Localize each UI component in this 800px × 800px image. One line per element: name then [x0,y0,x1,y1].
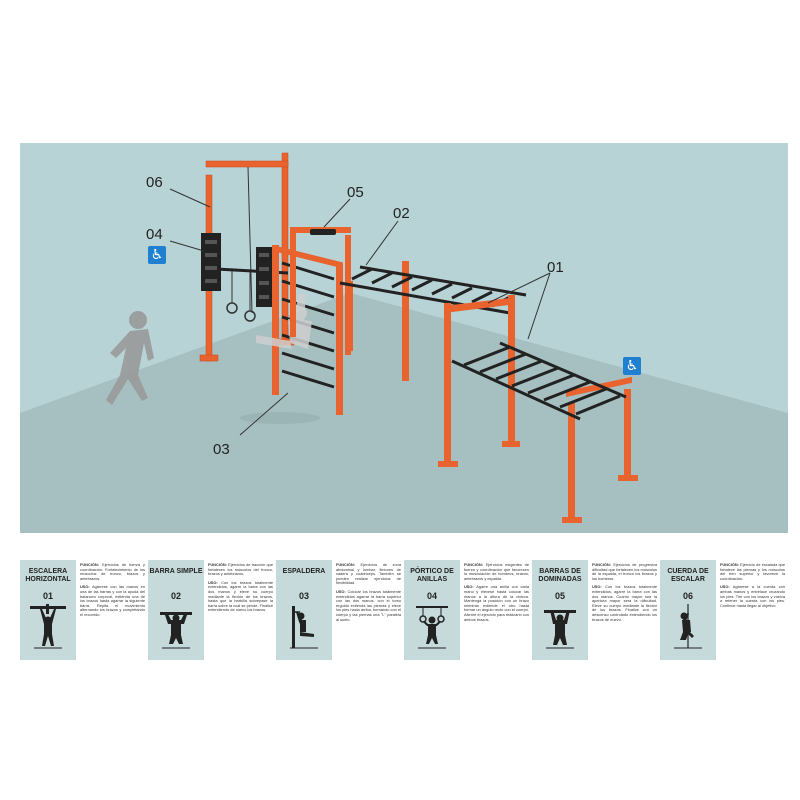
exercise-number: 06 [682,591,693,601]
vertical-ladder [201,233,221,291]
exercise-description: FUNCIÓN: Ejercicios exigentes de fuerza y coordinación que favorecen la musculación de hombros, brazos, antebrazos y espalda. USO: Agarre una anilla con cada mano y elévese hasta colocar las manos a la altura de la cintura. Mantenga la posición con un brazo mientras extiende el otro hasta formar un ángulo recto con el cuerpo. Alterne el ejercicio para realizarlo con ambos brazos. [460,560,532,660]
legend-card-06 [660,560,788,660]
exercise-name: BARRA SIMPLE [149,568,203,575]
exercise-name: ESPALDERA [282,568,326,575]
exercise-name: BARRAS DE DOMINADAS [538,568,582,583]
callout-04: 04 [146,226,163,243]
callout-06: 06 [146,174,163,191]
exercise-description: FUNCIÓN: Ejercicios de progresiva dificultad que fortalecen los músculos de la espalda, el tronco los brazos y los hombros. USO: Con los brazos totalmente extendidos, agarre la barra con las dos manos. Cuanto mayor sea la apertura mayor será la dificultad. Eleve su cuerpo mediante la flexión de los brazos. Finalice con un descenso controlado extendiendo los brazos de nuevo. [588,560,660,660]
legend-card-05 [532,560,660,660]
pullup-bar-pictogram-icon [158,604,194,650]
climbing-rope-pictogram-icon [670,604,706,650]
exercise-number: 01 [42,591,53,601]
exercise-description: FUNCIÓN: Ejercicios de fuerza y coordinación. Fortalecimiento de los músculos de tronco, brazos y antebrazos. USO: Agárrese con las manos en una de las barras y con la ayuda del balanceo corporal, extienda una de los brazos hasta agarrar la siguiente barra. Repita el movimiento alternando los brazos y completando el recorrido. [76,560,148,660]
exercise-name: PÓRTICO DE ANILLAS [410,568,454,583]
rings-pictogram-icon [414,604,450,650]
exercise-number: 05 [554,591,565,601]
exercise-legend [20,560,788,660]
legend-card-02 [148,560,276,660]
legend-card-04 [404,560,532,660]
legend-card-01 [20,560,148,660]
equipment-drawing [20,143,788,533]
exercise-number: 02 [170,591,181,601]
exercise-description: FUNCIÓN: Ejercicios de tracción que fortalecen los músculos del tronco, brazos y antebrazos. USO: Con los brazos totalmente extendidos, agarre la barra con las dos manos y eleve su cuerpo mediante la flexión de los brazos, hasta que la barbilla sobrepase la barra sobre la cual se pende. Finalice extendiendo de nuevo los brazos. [204,560,276,660]
exercise-description: FUNCIÓN: Ejercicio de escalada que fortalece las piernas y los músculos del tren superior y favorece la coordinación. USO: Agárrese a la cuerda con ambas manos y entrelace cruzando los pies. Tire con los brazos y vuelva a retener la cuerda con los pies. Continúe hasta llegar al objetivo. [716,560,788,660]
exercise-description: FUNCIÓN: Ejercicios de zona abdominal y lumbar, flexores de cadera y cuádriceps. También se pueden realizar ejercicios de flexibilidad. USO: Colocar los brazos totalmente extendidos agarrar la barra superior con las dos manos, con el torso erguido extienda las piernas y eleve los pies hacia arriba, formando con el cuerpo y las piernas una "L" paralela al suelo. [332,560,404,660]
pullup-grips [310,229,336,235]
exercise-name: ESCALERA HORIZONTAL [25,568,71,583]
wall-bars-pictogram-icon [286,604,322,650]
wheelchair-icon: ♿ [623,357,641,375]
callout-01: 01 [547,259,564,276]
exercise-name: CUERDA DE ESCALAR [667,568,709,583]
wheelchair-icon: ♿ [148,246,166,264]
callout-02: 02 [393,205,410,222]
callout-05: 05 [347,184,364,201]
pullup-pictogram-icon [542,604,578,650]
vertical-ladder-2 [256,247,272,307]
equipment-illustration [20,143,788,533]
callout-03: 03 [213,441,230,458]
exercise-number: 03 [298,591,309,601]
legend-card-03 [276,560,404,660]
exercise-number: 04 [426,591,437,601]
horizontal-ladder-pictogram-icon [30,604,66,650]
